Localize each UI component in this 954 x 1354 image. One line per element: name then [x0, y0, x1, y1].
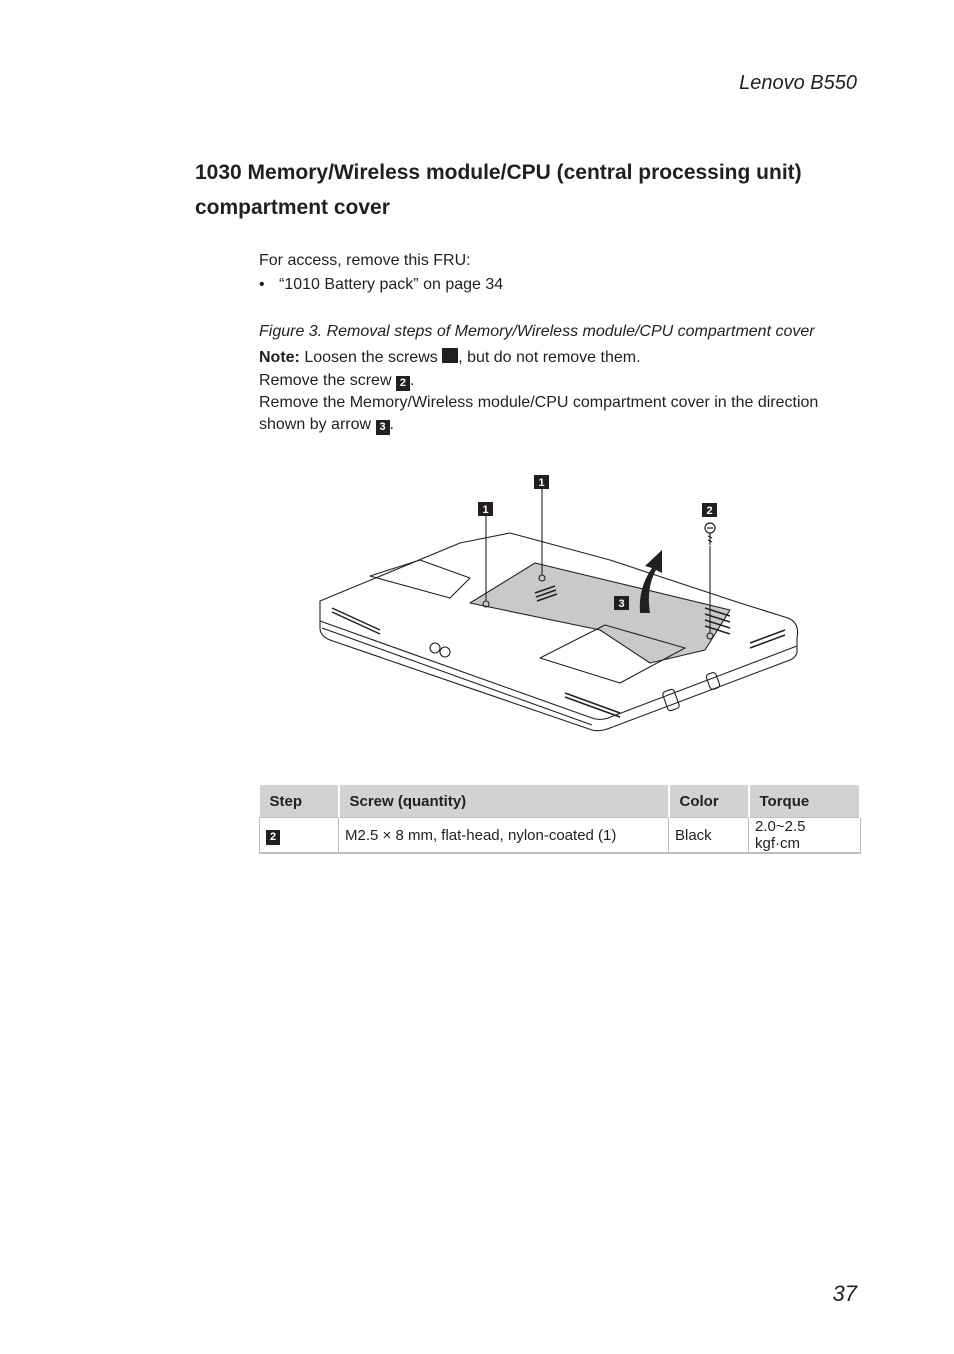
step2-period: . [409, 372, 415, 389]
note-line [259, 347, 859, 369]
bullet: • [259, 276, 265, 293]
note-text-after: , but do not remove them. [458, 349, 641, 366]
cell-screw: M2.5 × 8 mm, flat-head, nylon-coated (1) [339, 818, 669, 854]
step-marker: 2 [266, 830, 280, 845]
laptop-outline [320, 533, 798, 731]
col-step: Step [260, 785, 339, 818]
access-intro: For access, remove this FRU: [259, 252, 471, 269]
step3-text-before: shown by arrow [259, 416, 372, 433]
col-screw: Screw (quantity) [339, 785, 669, 818]
step2-line [259, 370, 859, 392]
table-row [260, 818, 861, 854]
access-list-item [259, 276, 503, 294]
step2-text: Remove the screw [259, 372, 392, 389]
page-title [195, 155, 865, 225]
step-marker-3: 3 [376, 420, 390, 435]
note-text: Loosen the screws [304, 349, 438, 366]
col-torque: Torque [749, 785, 861, 818]
step-marker-1 [442, 348, 458, 363]
step3-period: . [389, 416, 394, 433]
figure-caption: Figure 3. Removal steps of Memory/Wireless module/CPU compartment cover [259, 323, 815, 340]
compartment-cover [470, 563, 730, 663]
cell-step [260, 818, 339, 854]
laptop-bottom-illustration [310, 468, 810, 758]
page-number: 37 [832, 1281, 857, 1306]
cell-torque: 2.0~2.5 kgf·cm [749, 818, 861, 854]
step-marker-2: 2 [396, 376, 410, 391]
note-label: Note: [259, 349, 300, 366]
header-model: Lenovo B550 [739, 72, 857, 94]
callout-1a: 1 [482, 504, 489, 516]
col-color: Color [669, 785, 749, 818]
title-line-1: 1030 Memory/Wireless module/CPU (central processing unit) [195, 161, 802, 184]
cell-color: Black [669, 818, 749, 854]
step3-text: Remove the Memory/Wireless module/CPU compartment cover in the direction [259, 394, 819, 411]
step3-line [259, 392, 859, 436]
callout-3: 3 [618, 598, 625, 610]
callout-2: 2 [706, 505, 713, 517]
callout-1b: 1 [538, 477, 545, 489]
screw-table [259, 785, 861, 854]
screw-2 [705, 523, 715, 545]
title-line-2: compartment cover [195, 196, 390, 219]
access-link[interactable]: “1010 Battery pack” on page 34 [279, 276, 504, 293]
table-header-row [260, 785, 861, 818]
step3-text-2 [259, 414, 859, 436]
